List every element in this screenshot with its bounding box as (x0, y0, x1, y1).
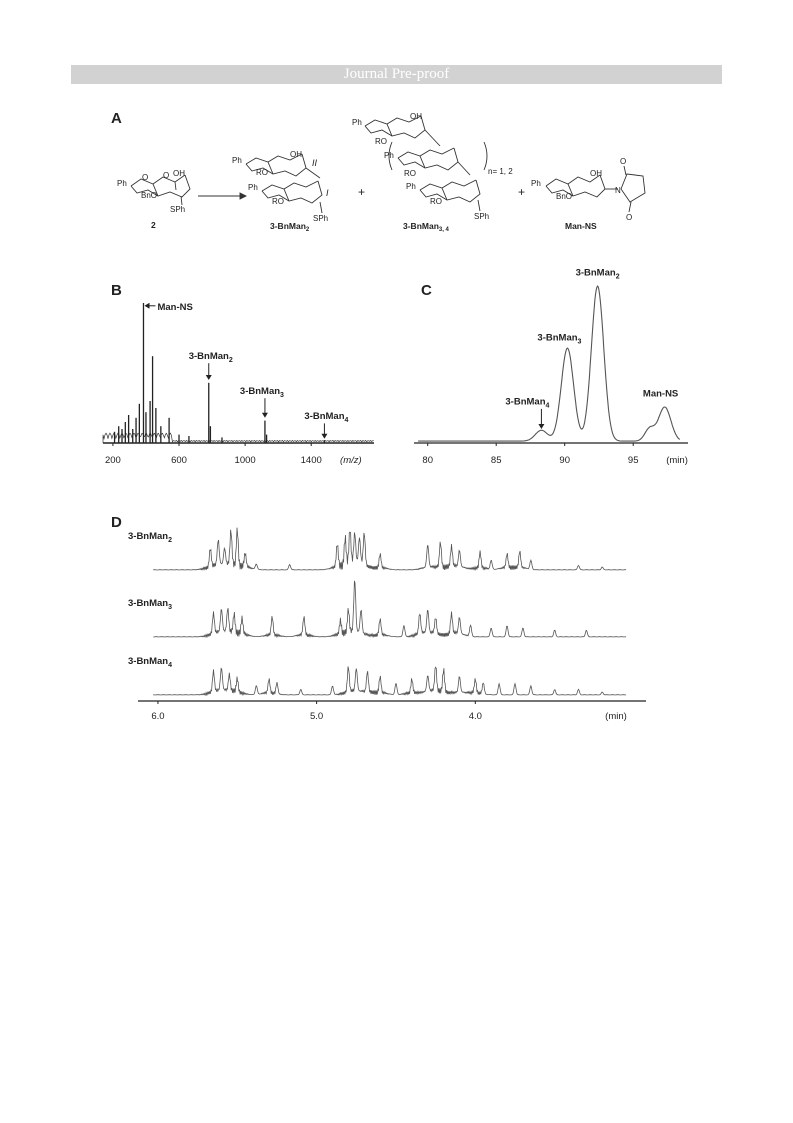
ro-label: RO (272, 197, 284, 206)
panel-label-b: B (111, 282, 122, 299)
oh-label: OH (590, 169, 602, 178)
o-label: O (142, 173, 149, 182)
peak-annotation-man-ns: Man-NS (157, 301, 193, 313)
o-label: O (163, 171, 170, 180)
sph-label: SPh (170, 205, 186, 214)
ro-label: RO (404, 169, 416, 178)
nmr-spectra-chart (0, 480, 793, 740)
panel-label-d: D (111, 514, 122, 531)
nmr-trace (153, 667, 626, 696)
peak-annotation-trimer: 3-BnMan$_3$ (537, 332, 582, 346)
x-axis-label: (m/z) (340, 455, 362, 466)
plus-sign: + (358, 185, 366, 199)
compound-2-label: 2 (151, 220, 156, 230)
x-tick-label: 4.0 (468, 711, 482, 722)
series-label: 3-BnMan$_4$ (128, 656, 173, 669)
ph-label: Ph (352, 118, 362, 127)
journal-banner: Journal Pre-proof (71, 65, 722, 84)
ph-label: Ph (117, 179, 127, 188)
chromatogram-trace (418, 286, 680, 441)
oh-label: OH (173, 169, 185, 178)
product-oligomer-label: 3-BnMan$_{3, 4}$ (403, 221, 449, 233)
peak-annotation-dimer: 3-BnMan$_2$ (575, 267, 620, 281)
n-label: N (615, 186, 621, 195)
ro-label: RO (430, 197, 442, 206)
x-axis-label: (min) (666, 455, 688, 466)
nmr-trace (153, 528, 626, 570)
sph-label: SPh (474, 212, 490, 221)
roman-ii-label: II (312, 158, 318, 168)
o-label: O (626, 213, 633, 222)
oh-label: OH (290, 150, 302, 159)
series-label: 3-BnMan$_2$ (128, 531, 173, 544)
nmr-trace (153, 581, 626, 637)
bno-label: BnO (556, 192, 573, 201)
ro-label: RO (375, 137, 387, 146)
sph-label: SPh (313, 214, 329, 223)
repeat-n-label: n= 1, 2 (488, 167, 513, 176)
ph-label: Ph (406, 182, 416, 191)
x-tick-label: 1400 (300, 455, 322, 466)
ph-label: Ph (248, 183, 258, 192)
ro-label: RO (256, 168, 268, 177)
roman-i-label: I (326, 188, 329, 198)
o-label: O (620, 157, 627, 166)
series-label: 3-BnMan$_3$ (128, 598, 173, 611)
ph-label: Ph (531, 179, 541, 188)
oh-label: OH (410, 112, 422, 121)
peak-annotation-tetramer: 3-BnMan$_4$ (304, 411, 349, 425)
x-axis-label: (min) (605, 711, 627, 722)
x-tick-label: 600 (171, 455, 187, 466)
peak-annotation-man-ns: Man-NS (642, 388, 679, 400)
peak-annotation-dimer: 3-BnMan$_2$ (188, 351, 233, 364)
peak-annotation-tetramer: 3-BnMan$_4$ (505, 396, 550, 410)
annotation-arrowhead (538, 424, 544, 429)
hplc-chromatogram-chart (0, 0, 793, 480)
product-man-ns-label: Man-NS (565, 221, 597, 231)
peak-annotation-trimer: 3-BnMan$_3$ (239, 386, 284, 399)
plus-sign: + (518, 185, 526, 199)
bno-label: BnO (141, 191, 158, 200)
ph-label: Ph (232, 156, 242, 165)
x-tick-label: 90 (559, 455, 570, 466)
x-tick-label: 5.0 (310, 711, 324, 722)
panel-label-a: A (111, 110, 122, 127)
x-tick-label: 6.0 (151, 711, 165, 722)
x-tick-label: 1000 (234, 455, 256, 466)
x-tick-label: 85 (490, 455, 502, 466)
panel-label-c: C (421, 282, 432, 299)
ph-label: Ph (384, 151, 394, 160)
x-tick-label: 200 (104, 455, 121, 466)
x-tick-label: 80 (422, 455, 433, 466)
product-dimer-label: 3-BnMan$_2$ (270, 221, 310, 233)
x-tick-label: 95 (627, 455, 639, 466)
